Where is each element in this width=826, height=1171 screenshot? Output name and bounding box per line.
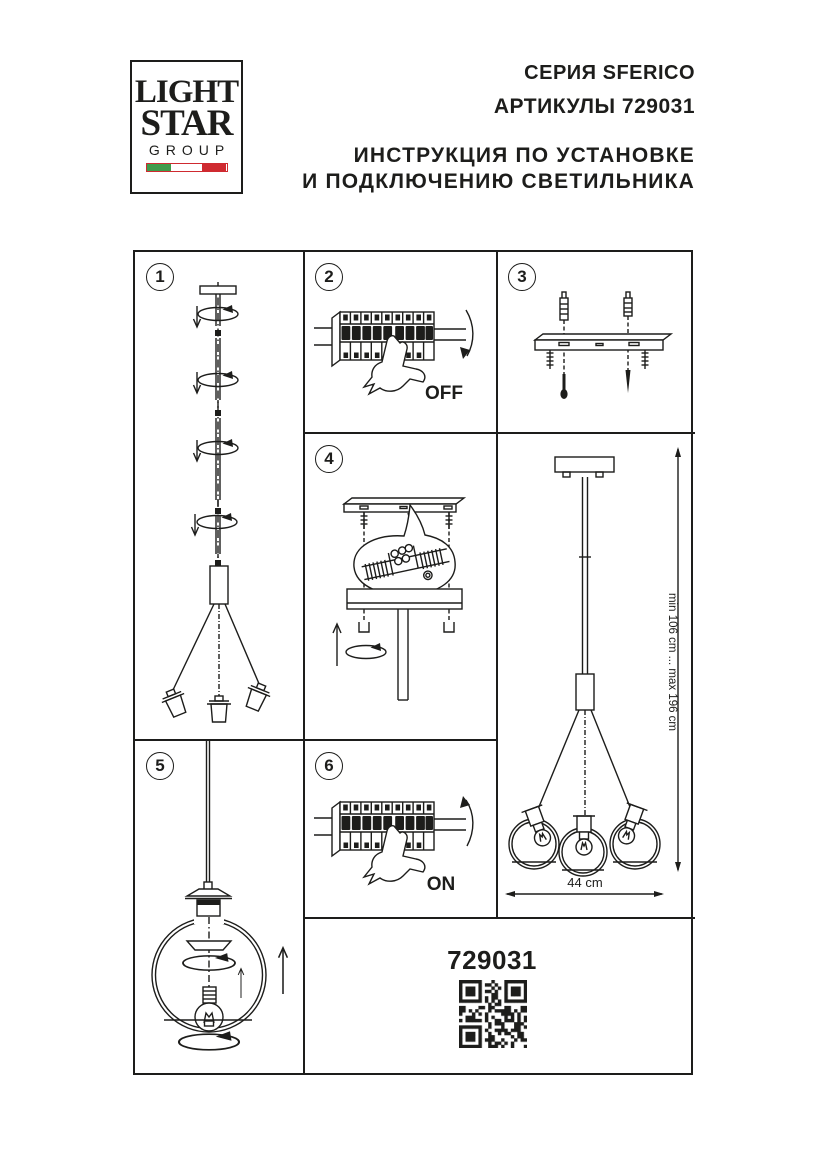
on-label: ON [426, 874, 456, 895]
instruction-title [240, 143, 695, 195]
logo-word-light: LIGHT [134, 74, 239, 110]
step-1-panel [135, 252, 304, 741]
lightstar-logo [130, 60, 243, 194]
wiring-connection-drawing [304, 434, 497, 741]
instruction-title-line2: И ПОДКЛЮЧЕНИЮ СВЕТИЛЬНИКА [302, 170, 695, 193]
steps-grid [133, 250, 693, 1075]
width-dimension-label: 44 cm [567, 875, 603, 890]
flag-red-stripe [202, 164, 227, 171]
fixture-overview-drawing [497, 434, 695, 919]
italian-flag-bar [146, 163, 228, 172]
step-6-panel [304, 741, 497, 919]
step-4-number: 4 [315, 445, 343, 473]
instruction-title-line1: ИНСТРУКЦИЯ ПО УСТАНОВКЕ [353, 144, 695, 167]
step-2-panel [304, 252, 497, 434]
step-3-panel [497, 252, 695, 434]
series-title: СЕРИЯ SFERICO [524, 62, 695, 84]
rod-assembly-drawing [135, 252, 304, 741]
shade-assembly-drawing [135, 741, 304, 1077]
step-4-panel [304, 434, 497, 741]
article-title: АРТИКУЛЫ 729031 [493, 95, 695, 118]
flag-green-stripe [147, 164, 172, 171]
article-code-panel [304, 919, 695, 1077]
step-2-number: 2 [315, 263, 343, 291]
height-dimension-label: min 106 cm ... max 196 cm [666, 592, 678, 732]
step-5-panel [135, 741, 304, 1077]
logo-word-star: STAR [140, 103, 233, 144]
step-1-number: 1 [146, 263, 174, 291]
flag-white-stripe [171, 164, 202, 171]
step-6-number: 6 [315, 752, 343, 780]
article-code: 729031 [447, 945, 537, 975]
document-title [300, 56, 695, 123]
step-5-number: 5 [146, 752, 174, 780]
fixture-overview-panel [497, 434, 695, 919]
logo-word-group: GROUP [148, 142, 231, 158]
qr-code [459, 980, 527, 1048]
off-label: OFF [425, 383, 463, 404]
step-3-number: 3 [508, 263, 536, 291]
